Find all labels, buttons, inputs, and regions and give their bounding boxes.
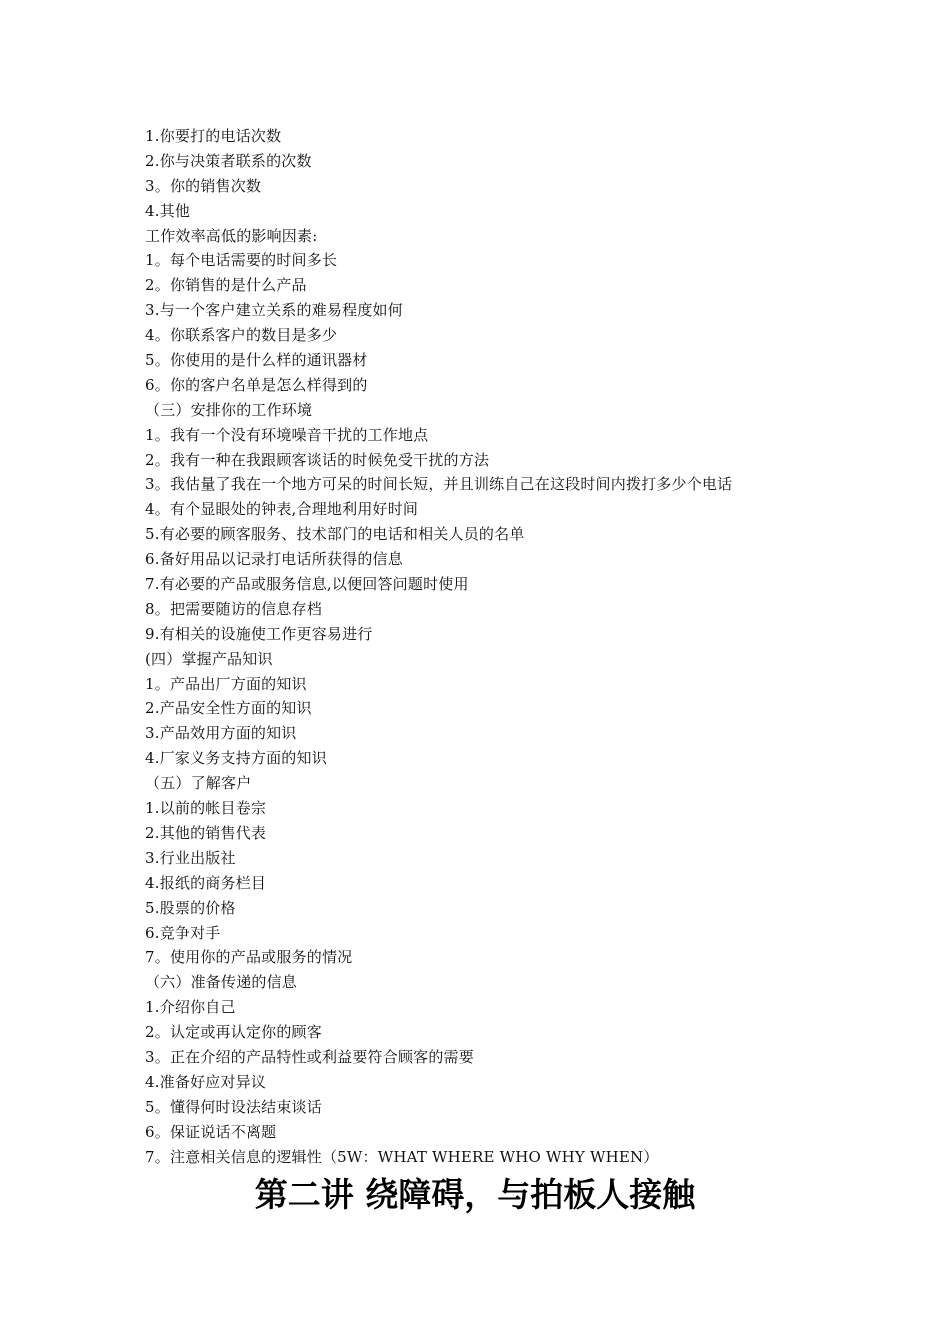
document-line: （六）准备传递的信息 <box>145 973 298 992</box>
document-line: 1.你要打的电话次数 <box>145 127 282 145</box>
document-line: 工作效率高低的影响因素: <box>145 226 318 245</box>
document-line: 9.有相关的设施使工作更容易进行 <box>145 624 373 643</box>
document-line: 3.与一个客户建立关系的难易程度如何 <box>145 301 403 320</box>
document-line: 3.产品效用方面的知识 <box>145 724 297 743</box>
document-line: 2。我有一种在我跟顾客谈话的时候免受干扰的方法 <box>145 450 490 469</box>
document-line: 2。你销售的是什么产品 <box>145 276 307 295</box>
document-line: 5。懂得何时设法结束谈话 <box>145 1097 322 1116</box>
document-line: 1。每个电话需要的时间多长 <box>145 251 338 270</box>
document-line: 6.备好用品以记录打电话所获得的信息 <box>145 550 403 569</box>
document-line: 2.产品安全性方面的知识 <box>145 699 312 718</box>
document-line: 3.行业出版社 <box>145 848 236 867</box>
document-line: 7。使用你的产品或服务的情况 <box>145 948 353 967</box>
document-line: 3。我估量了我在一个地方可呆的时间长短，并且训练自己在这段时间内拨打多少个电话 <box>145 475 733 494</box>
document-line: 1。产品出厂方面的知识 <box>145 674 307 693</box>
document-line: 5.有必要的顾客服务、技术部门的电话和相关人员的名单 <box>145 525 525 544</box>
document-line: 3。正在介绍的产品特性或利益要符合顾客的需要 <box>145 1047 474 1066</box>
document-line: 4.厂家义务支持方面的知识 <box>145 749 327 768</box>
document-line: 5。你使用的是什么样的通讯器材 <box>145 351 368 370</box>
document-line: (四）掌握产品知识 <box>145 649 273 668</box>
document-line: 4。有个显眼处的钟表,合理地利用好时间 <box>145 500 419 519</box>
document-line: 6。你的客户名单是怎么样得到的 <box>145 375 368 394</box>
document-line: 4.其他 <box>145 201 191 220</box>
document-line: 8。把需要随访的信息存档 <box>145 599 322 618</box>
document-line: 2.你与决策者联系的次数 <box>145 151 312 170</box>
document-line: 6.竞争对手 <box>145 923 221 942</box>
document-line: 1.以前的帐目卷宗 <box>145 799 267 818</box>
document-line: 6。保证说话不离题 <box>145 1122 277 1141</box>
lecture-heading: 第二讲 绕障碍，与拍板人接触 <box>254 1175 696 1214</box>
document-line: 7.有必要的产品或服务信息,以便回答问题时使用 <box>145 575 469 594</box>
document-line: 1。我有一个没有环境噪音干扰的工作地点 <box>145 425 429 444</box>
document-line: 7。注意相关信息的逻辑性（5W：WHAT WHERE WHO WHY WHEN） <box>145 1147 659 1166</box>
document-line: 2.其他的销售代表 <box>145 823 267 842</box>
document-line: 4.准备好应对异议 <box>145 1072 267 1091</box>
document-line: （五）了解客户 <box>145 774 252 793</box>
document-line: 2。认定或再认定你的顾客 <box>145 1023 322 1042</box>
document-line: 3。你的销售次数 <box>145 176 262 195</box>
document-line: （三）安排你的工作环境 <box>145 400 313 419</box>
document-body <box>145 124 845 1169</box>
document-line: 1.介绍你自己 <box>145 998 236 1017</box>
document-line: 5.股票的价格 <box>145 898 236 917</box>
document-line: 4。你联系客户的数目是多少 <box>145 326 338 345</box>
document-line: 4.报纸的商务栏目 <box>145 873 267 892</box>
